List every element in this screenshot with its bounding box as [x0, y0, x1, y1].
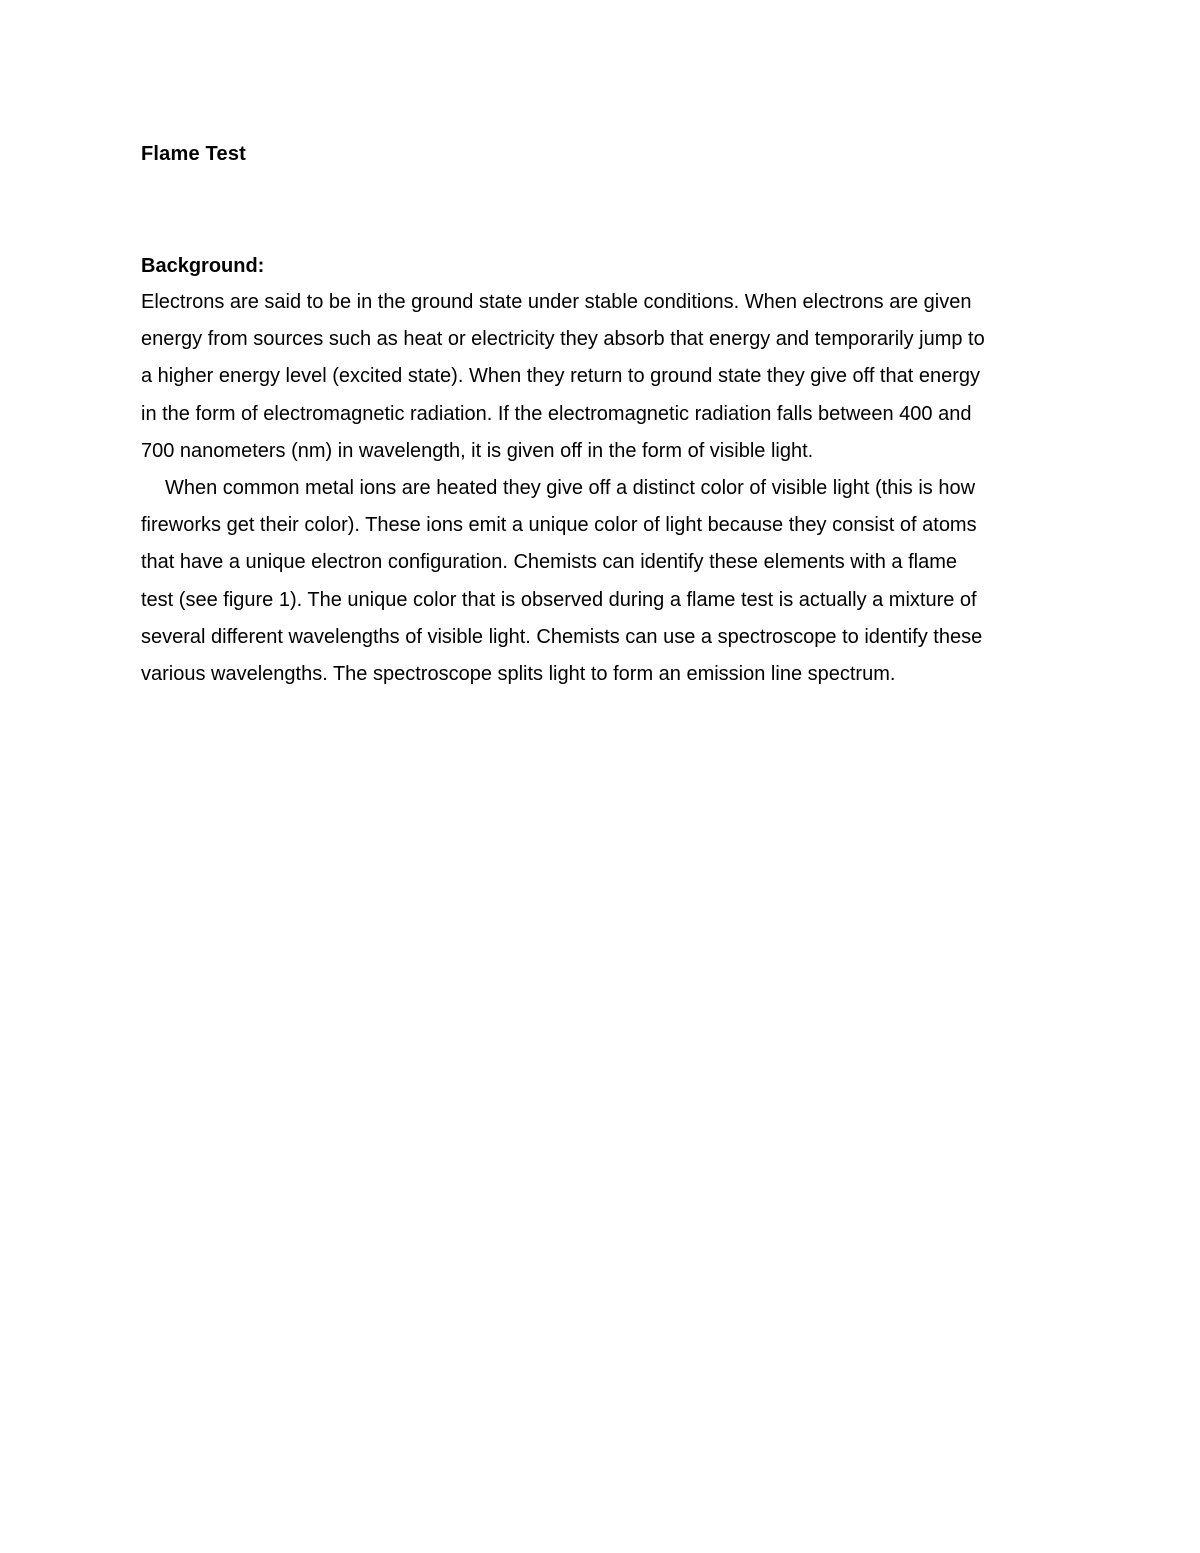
paragraph-line: Electrons are said to be in the ground state under stable conditions. When electrons are given	[141, 291, 972, 313]
paragraph-line: various wavelengths. The spectroscope splits light to form an emission line spectrum.	[141, 663, 896, 686]
paragraph-line: When common metal ions are heated they give off a distinct color of visible light (this is how	[165, 477, 976, 500]
paragraph-line: 700 nanometers (nm) in wavelength, it is given off in the form of visible light.	[141, 439, 814, 462]
paragraph-line: energy from sources such as heat or electricity they absorb that energy and temporarily jump to	[141, 328, 985, 351]
paragraph-line: test (see figure 1). The unique color that is observed during a flame test is actually a mixture of	[141, 588, 977, 611]
paragraph-line: that have a unique electron configuration. Chemists can identify these elements with a flame	[141, 551, 958, 574]
paragraph-line: a higher energy level (excited state). When they return to ground state they give off that energy	[141, 365, 981, 388]
paragraph-line: fireworks get their color). These ions emit a unique color of light because they consist of atoms	[141, 514, 977, 537]
background-paragraphs	[141, 284, 1081, 693]
paragraph-line: several different wavelengths of visible light. Chemists can use a spectroscope to identify these	[141, 625, 983, 648]
section-heading-background: Background:	[141, 255, 265, 277]
document-title: Flame Test	[141, 143, 246, 165]
paragraph-line: in the form of electromagnetic radiation. If the electromagnetic radiation falls between 400 and	[141, 402, 972, 425]
